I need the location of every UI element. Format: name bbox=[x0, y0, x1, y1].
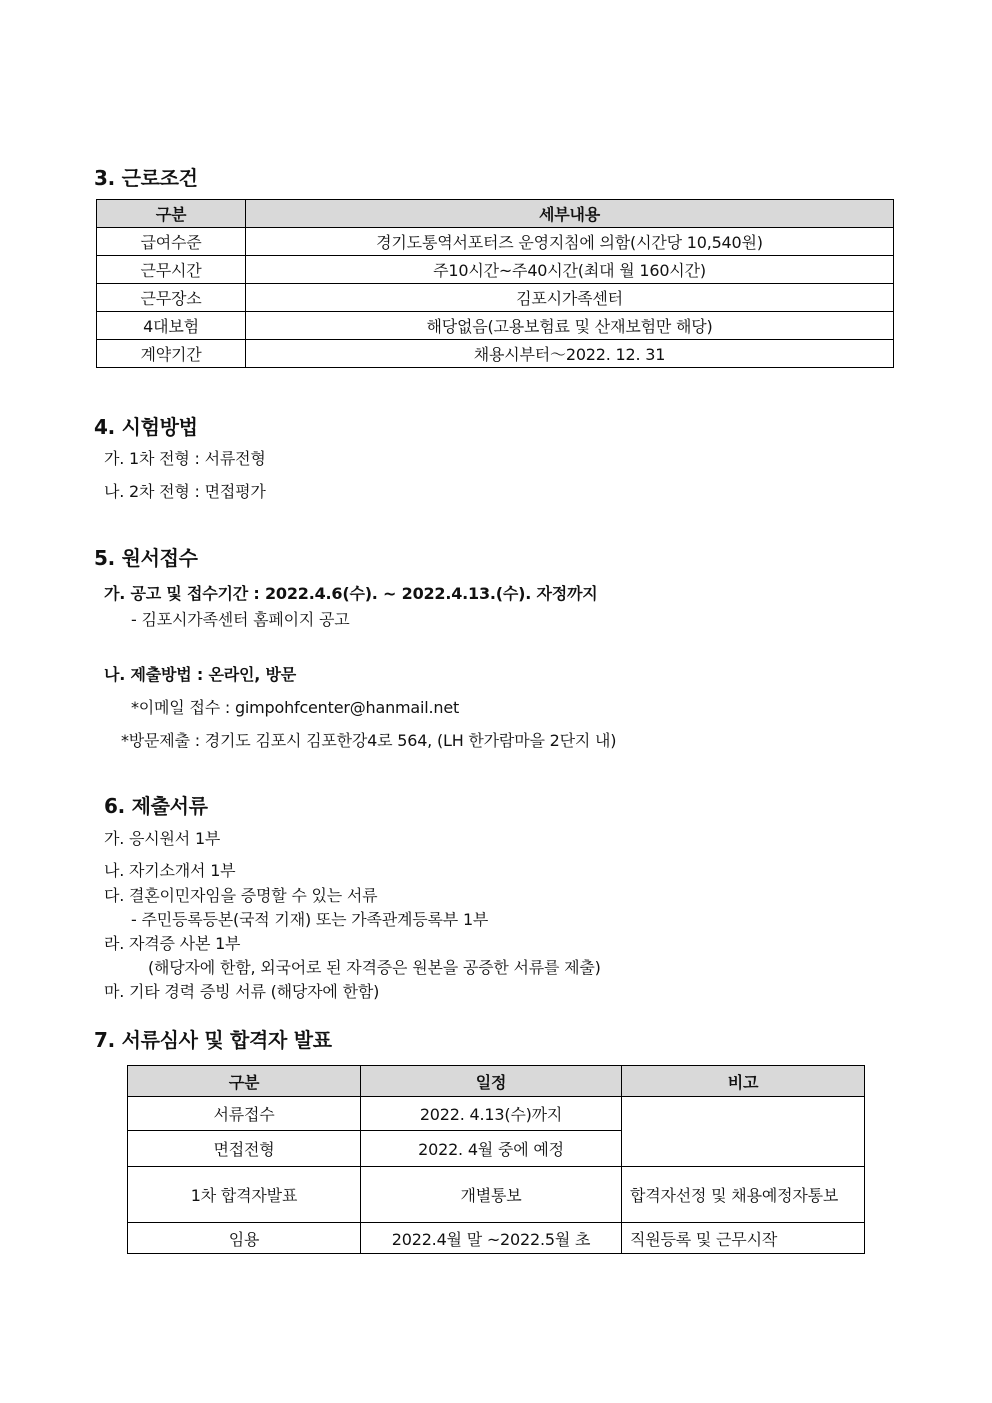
document-item: 가. 응시원서 1부 bbox=[104, 829, 221, 848]
section5-heading: 5. 원서접수 bbox=[94, 546, 198, 570]
section4-heading: 4. 시험방법 bbox=[94, 415, 198, 439]
cell-label: 임용 bbox=[128, 1223, 361, 1254]
cell-remarks: 직원등록 및 근무시작 bbox=[622, 1223, 865, 1254]
table-row bbox=[128, 1223, 865, 1254]
application-period: 가. 공고 및 접수기간 : 2022.4.6(수). ~ 2022.4.13.(수). 자정까지 bbox=[104, 584, 598, 603]
cell-label: 근무장소 bbox=[97, 284, 246, 312]
table-header-row bbox=[97, 200, 894, 228]
exam-step-1: 가. 1차 전형 : 서류전형 bbox=[104, 449, 266, 468]
header-category: 구분 bbox=[128, 1066, 361, 1097]
section6-heading: 6. 제출서류 bbox=[104, 794, 208, 818]
cell-schedule: 개별통보 bbox=[361, 1167, 622, 1223]
table-row bbox=[128, 1097, 865, 1131]
exam-step-2: 나. 2차 전형 : 면접평가 bbox=[104, 482, 266, 501]
cell-label: 계약기간 bbox=[97, 340, 246, 368]
cell-value: 김포시가족센터 bbox=[246, 284, 894, 312]
work-conditions-table bbox=[96, 199, 894, 368]
cell-value: 경기도통역서포터즈 운영지침에 의함(시간당 10,540원) bbox=[246, 228, 894, 256]
header-category: 구분 bbox=[97, 200, 246, 228]
document-item: 라. 자격증 사본 1부 bbox=[104, 934, 241, 953]
email-label: *이메일 접수 : bbox=[131, 698, 235, 717]
header-details: 세부내용 bbox=[246, 200, 894, 228]
section3-heading: 3. 근로조건 bbox=[94, 166, 198, 190]
email-submission bbox=[131, 695, 459, 718]
table-header-row bbox=[128, 1066, 865, 1097]
cell-label: 4대보험 bbox=[97, 312, 246, 340]
header-remarks: 비고 bbox=[622, 1066, 865, 1097]
cell-value: 채용시부터～2022. 12. 31 bbox=[246, 340, 894, 368]
schedule-table bbox=[127, 1065, 865, 1254]
cell-label: 급여수준 bbox=[97, 228, 246, 256]
cell-remarks: 합격자선정 및 채용예정자통보 bbox=[622, 1167, 865, 1223]
document-item: 마. 기타 경력 증빙 서류 (해당자에 한함) bbox=[104, 982, 380, 1001]
cell-label: 면접전형 bbox=[128, 1131, 361, 1167]
cell-label: 서류접수 bbox=[128, 1097, 361, 1131]
section7-heading: 7. 서류심사 및 합격자 발표 bbox=[94, 1028, 332, 1052]
application-notice: - 김포시가족센터 홈페이지 공고 bbox=[131, 610, 350, 629]
cell-remarks-empty bbox=[622, 1097, 865, 1167]
cell-schedule: 2022.4월 말 ~2022.5월 초 bbox=[361, 1223, 622, 1254]
email-address: gimpohfcenter@hanmail.net bbox=[234, 698, 460, 717]
cell-value: 해당없음(고용보험료 및 산재보험만 해당) bbox=[246, 312, 894, 340]
header-schedule: 일정 bbox=[361, 1066, 622, 1097]
table-row bbox=[128, 1167, 865, 1223]
table-row bbox=[97, 256, 894, 284]
cell-label: 1차 합격자발표 bbox=[128, 1167, 361, 1223]
table-row bbox=[97, 228, 894, 256]
cell-schedule: 2022. 4월 중에 예정 bbox=[361, 1131, 622, 1167]
document-subitem: (해당자에 한함, 외국어로 된 자격증은 원본을 공증한 서류를 제출) bbox=[148, 958, 601, 977]
submission-method: 나. 제출방법 : 온라인, 방문 bbox=[104, 665, 296, 684]
table-row bbox=[97, 340, 894, 368]
cell-schedule: 2022. 4.13(수)까지 bbox=[361, 1097, 622, 1131]
document-subitem: - 주민등록등본(국적 기재) 또는 가족관계등록부 1부 bbox=[131, 910, 489, 929]
table-row bbox=[97, 312, 894, 340]
document-item: 나. 자기소개서 1부 bbox=[104, 861, 236, 880]
document-item: 다. 결혼이민자임을 증명할 수 있는 서류 bbox=[104, 886, 378, 905]
cell-value: 주10시간~주40시간(최대 월 160시간) bbox=[246, 256, 894, 284]
visit-submission: *방문제출 : 경기도 김포시 김포한강4로 564, (LH 한가람마을 2단지 내) bbox=[121, 731, 617, 750]
table-row bbox=[97, 284, 894, 312]
cell-label: 근무시간 bbox=[97, 256, 246, 284]
